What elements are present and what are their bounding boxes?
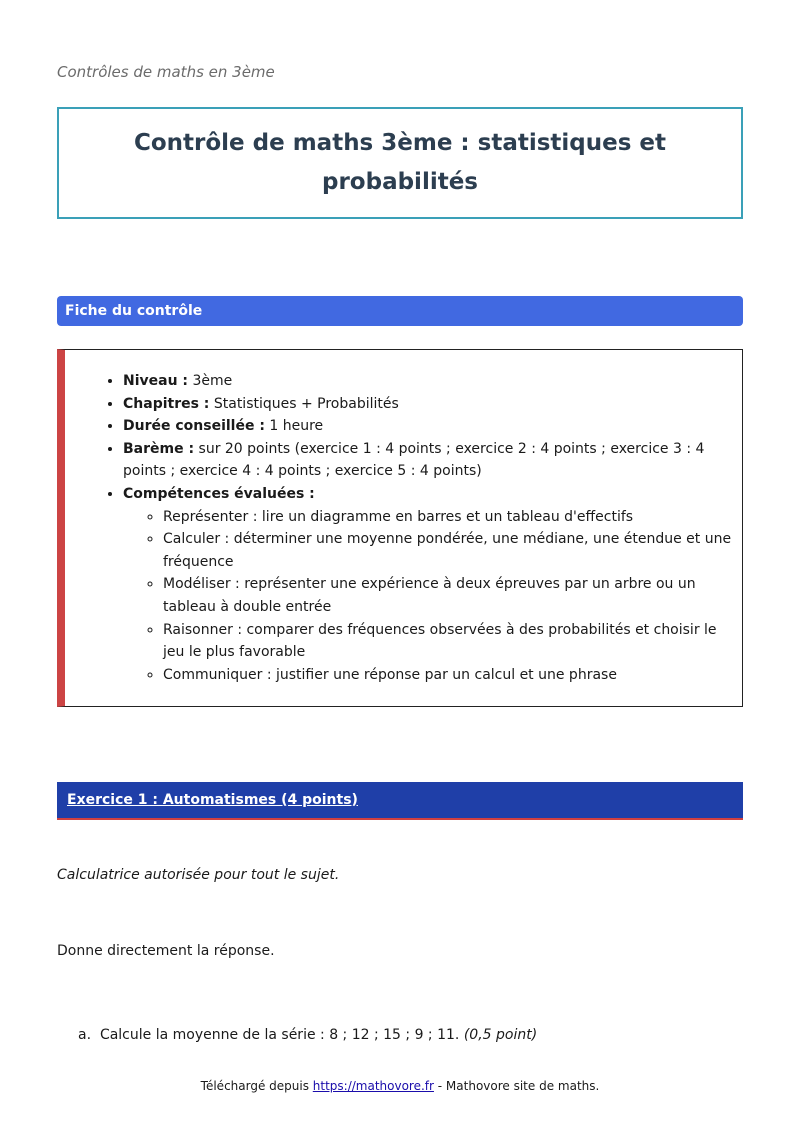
fiche-box bbox=[57, 349, 743, 707]
list-item bbox=[123, 393, 735, 416]
competence-item: ◦ Communiquer : justifier une réponse par un calcul et une phrase bbox=[163, 664, 735, 687]
calculator-note: Calculatrice autorisée pour tout le sujet. bbox=[57, 867, 340, 883]
niveau-value: 3ème bbox=[192, 373, 233, 389]
footer-prefix: Téléchargé depuis bbox=[200, 1079, 313, 1093]
duree-label: Durée conseillée : bbox=[123, 418, 265, 435]
fiche-list bbox=[115, 370, 735, 686]
competence-item: ◦ Raisonner : comparer des fréquences observées à des probabilités et choisir le jeu le plus favorable bbox=[163, 619, 735, 664]
competence-item: ◦ Modéliser : représenter une expérience à deux épreuves par un arbre ou un tableau à double entrée bbox=[163, 573, 735, 618]
competence-item: ◦ Calculer : déterminer une moyenne pondérée, une médiane, une étendue et une fréquence bbox=[163, 528, 735, 573]
competence-item: ◦ Représenter : lire un diagramme en barres et un tableau d'effectifs bbox=[163, 506, 735, 529]
bareme-value: sur 20 points (exercice 1 : 4 points ; exercice 2 : 4 points ; exercice 3 : 4 points ; exercice 4 : 4 points ; exercice 5 : 4 points) bbox=[123, 440, 705, 480]
footer-link[interactable]: https://mathovore.fr bbox=[312, 1079, 434, 1093]
fiche-heading: Fiche du contrôle bbox=[57, 296, 743, 326]
document-subtitle: Contrôles de maths en 3ème bbox=[57, 63, 275, 81]
competences-label: Compétences évaluées : bbox=[123, 485, 315, 502]
footer-suffix: - Mathovore site de maths. bbox=[433, 1079, 600, 1093]
list-item bbox=[123, 415, 735, 438]
question-text: Calcule la moyenne de la série : 8 ; 12 ; 15 ; 9 ; 11. bbox=[99, 1027, 460, 1043]
list-item bbox=[123, 370, 735, 393]
chapitres-label: Chapitres : bbox=[123, 395, 210, 412]
exercise-title[interactable]: Exercice 1 : Automatismes (4 points) bbox=[67, 792, 358, 808]
competences-list bbox=[123, 506, 735, 687]
title-box bbox=[57, 107, 743, 219]
list-item bbox=[123, 438, 735, 483]
question-a bbox=[78, 1027, 537, 1043]
list-item bbox=[123, 483, 735, 686]
question-marker: a. bbox=[78, 1027, 92, 1043]
bareme-label: Barème : bbox=[123, 440, 195, 457]
exercise-heading bbox=[57, 782, 743, 820]
footer bbox=[0, 1079, 800, 1093]
page-title: Contrôle de maths 3ème : statistiques et probabilités bbox=[133, 130, 667, 195]
question-points: (0,5 point) bbox=[463, 1027, 538, 1043]
duree-value: 1 heure bbox=[269, 418, 324, 435]
instruction-text: Donne directement la réponse. bbox=[57, 943, 275, 959]
niveau-label: Niveau : bbox=[123, 373, 189, 389]
chapitres-value: Statistiques + Probabilités bbox=[213, 395, 399, 412]
